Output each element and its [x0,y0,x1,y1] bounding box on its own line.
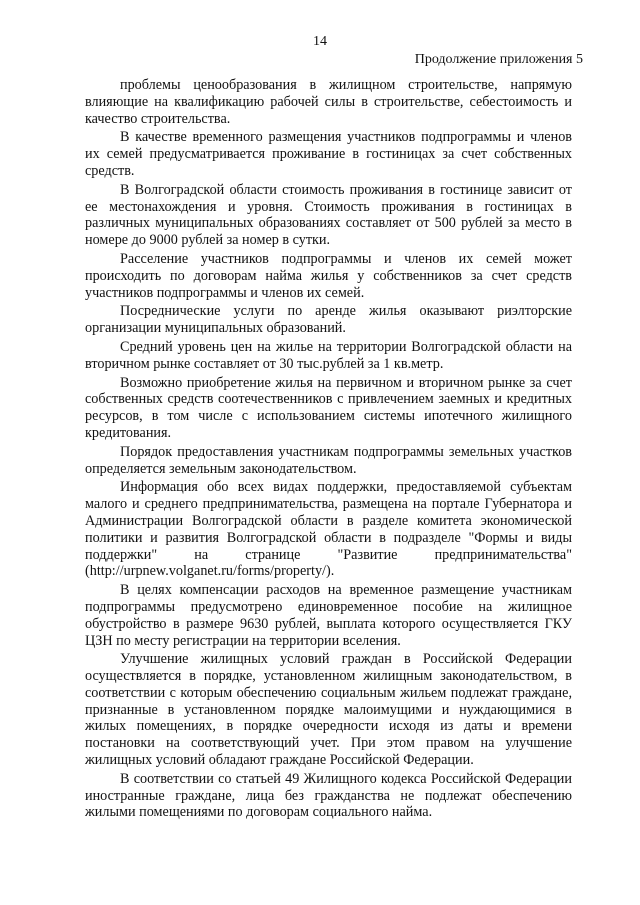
body-text [85,77,572,823]
paragraph: Средний уровень цен на жилье на территории Волгоградской области на вторичном рынке составляет от 30 тыс.рублей за 1 кв.метр. [85,338,572,372]
page-number: 14 [313,34,327,49]
paragraph: Порядок предоставления участникам подпрограммы земельных участков определяется земельным законодательством. [85,443,572,477]
paragraph: Информация обо всех видах поддержки, предоставляемой субъектам малого и среднего предпринимательства, размещена на портале Губернатора и Администрации Волгоградской области в разделе комитета экономической политики и развития Волгоградской области в подразделе "Формы и виды поддержки" на странице "Развитие предпринимательства" (http://urpnew.volganet.ru/forms/property/). [85,479,572,580]
appendix-continuation-note: Продолжение приложения 5 [414,52,583,67]
paragraph: Улучшение жилищных условий граждан в Российской Федерации осуществляется в порядке, установленном жилищным законодательством, в соответствии с которым обеспечению социальным жильем подлежат граждане, признанные в установленном порядке малоимущими и нуждающимися в жилых помещениях, в порядке очередности исходя из даты и времени постановки на соответствующий учет. При этом правом на улучшение жилищных условий обладают граждане Российской Федерации. [85,651,572,769]
paragraph: Возможно приобретение жилья на первичном и вторичном рынке за счет собственных средств соотечественников с привлечением заемных и кредитных ресурсов, в том числе с использованием системы ипотечного жилищного кредитования. [85,374,572,441]
paragraph: В Волгоградской области стоимость проживания в гостинице зависит от ее местонахождения и уровня. Стоимость проживания в гостиницах в различных муниципальных образованиях составляет от 500 рублей за место в номере до 9000 рублей за номер в сутки. [85,181,572,249]
paragraph: В качестве временного размещения участников подпрограммы и членов их семей предусматривается проживание в гостиницах за счет собственных средств. [85,129,572,179]
paragraph: проблемы ценообразования в жилищном строительстве, напрямую влияющие на квалификацию рабочей силы в строительстве, себестоимость и качество строительства. [85,77,572,127]
paragraph: Посреднические услуги по аренде жилья оказывают риэлторские организации муниципальных образований. [85,303,572,337]
paragraph: Расселение участников подпрограммы и членов их семей может происходить по договорам найма жилья у собственников за счет средств участников подпрограммы и членов их семей. [85,250,572,301]
paragraph: В соответствии со статьей 49 Жилищного кодекса Российской Федерации иностранные граждане, лица без гражданства не подлежат обеспечению жилыми помещениями по договорам социального найма. [85,770,572,821]
paragraph: В целях компенсации расходов на временное размещение участникам подпрограммы предусмотрено единовременное пособие на жилищное обустройство в размере 9630 рублей, выплата которого осуществляется ГКУ ЦЗН по месту регистрации на территории вселения. [85,582,572,649]
